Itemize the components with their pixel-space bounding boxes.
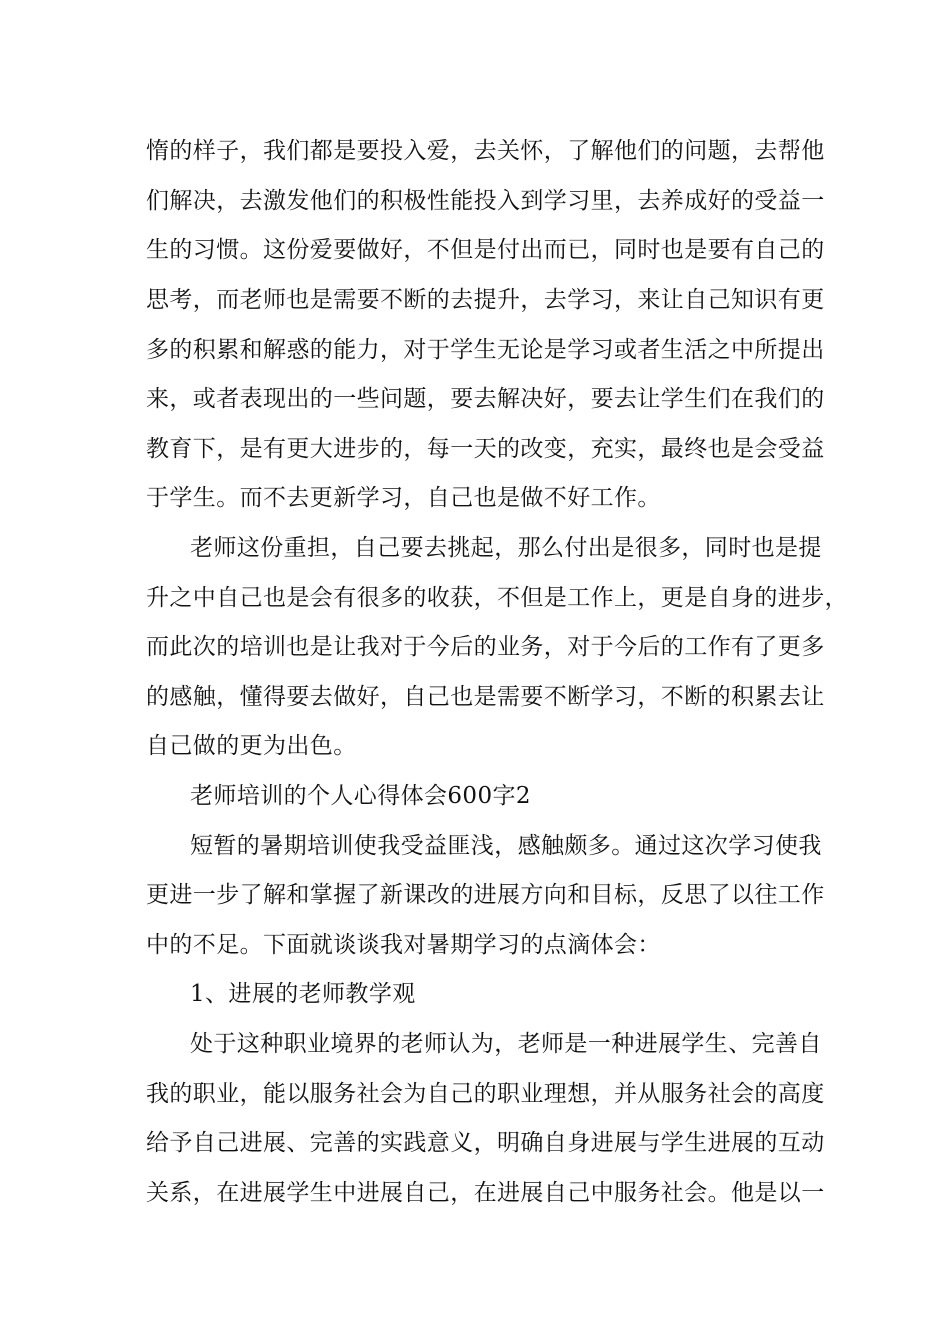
paragraph-start-line: 老师这份重担，自己要去挑起，那么付出是很多，同时也是提: [190, 535, 822, 561]
text-line: 给予自己进展、完善的实践意义，明确自身进展与学生进展的互动: [146, 1130, 825, 1156]
text-line: 教育下，是有更大进步的，每一天的改变，充实，最终也是会受益: [146, 436, 825, 462]
paragraph-start-line: 短暂的暑期培训使我受益匪浅，感触颇多。通过这次学习使我: [190, 833, 822, 859]
paragraph-start-line: 处于这种职业境界的老师认为，老师是一种进展学生、完善自: [190, 1031, 822, 1057]
section-heading: 老师培训的个人心得体会600字2: [190, 783, 531, 809]
text-line: 于学生。而不去更新学习，自己也是做不好工作。: [146, 485, 661, 511]
text-line: 生的习惯。这份爱要做好，不但是付出而已，同时也是要有自己的: [146, 237, 825, 263]
text-line: 来，或者表现出的一些问题，要去解决好，要去让学生们在我们的: [146, 386, 825, 412]
text-line: 我的职业，能以服务社会为自己的职业理想，并从服务社会的高度: [146, 1081, 825, 1107]
subsection-heading: 1、进展的老师教学观: [190, 981, 416, 1007]
text-line: 们解决，去激发他们的积极性能投入到学习里，去养成好的受益一: [146, 188, 825, 214]
text-line: 中的不足。下面就谈谈我对暑期学习的点滴体会：: [146, 932, 661, 958]
text-line: 关系，在进展学生中进展自己，在进展自己中服务社会。他是以一: [146, 1180, 825, 1206]
text-line: 更进一步了解和掌握了新课改的进展方向和目标，反思了以往工作: [146, 882, 825, 908]
text-line: 的感触，懂得要去做好，自己也是需要不断学习，不断的积累去让: [146, 684, 825, 710]
text-line: 升之中自己也是会有很多的收获，不但是工作上，更是自身的进步，: [146, 585, 848, 611]
text-line: 而此次的培训也是让我对于今后的业务，对于今后的工作有了更多: [146, 634, 825, 660]
text-line: 自己做的更为出色。: [146, 733, 357, 759]
text-line: 多的积累和解惑的能力，对于学生无论是学习或者生活之中所提出: [146, 337, 825, 363]
text-line: 思考，而老师也是需要不断的去提升，去学习，来让自己知识有更: [146, 287, 825, 313]
text-line: 惰的样子，我们都是要投入爱，去关怀，了解他们的问题，去帮他: [146, 138, 825, 164]
